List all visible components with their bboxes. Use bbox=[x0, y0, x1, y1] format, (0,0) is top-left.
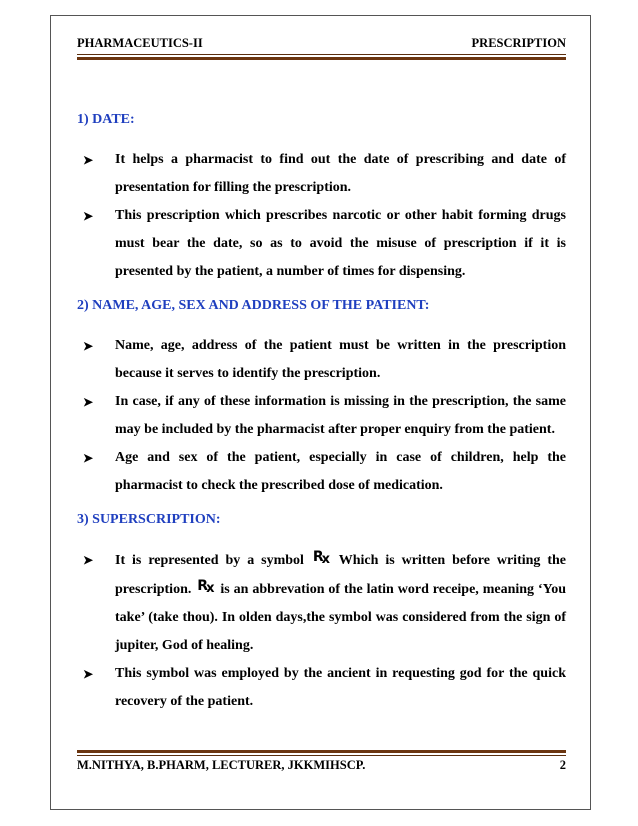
page-header bbox=[77, 36, 566, 51]
rx-symbol-icon: $R_x$ bbox=[312, 549, 329, 567]
list-item: ➤ Name, age, address of the patient must be written in the prescription because it serves to identify the prescription. bbox=[77, 332, 566, 388]
date-bullet-list bbox=[77, 146, 566, 286]
header-rule-thick bbox=[77, 57, 566, 60]
arrow-bullet-icon: ➤ bbox=[83, 153, 94, 167]
footer-rule-thin bbox=[77, 755, 566, 756]
arrow-bullet-icon: ➤ bbox=[83, 395, 94, 409]
arrow-bullet-icon: ➤ bbox=[83, 339, 94, 353]
arrow-bullet-icon: ➤ bbox=[83, 451, 94, 465]
section-heading-date: 1) DATE: bbox=[77, 112, 135, 127]
header-topic: PRESCRIPTION bbox=[471, 36, 566, 50]
section-heading-superscription: 3) SUPERSCRIPTION: bbox=[77, 512, 221, 527]
page-content bbox=[77, 112, 566, 716]
footer-rule-thick bbox=[77, 750, 566, 753]
arrow-bullet-icon: ➤ bbox=[83, 667, 94, 681]
list-item: ➤ In case, if any of these information is missing in the prescription, the same may be included by the pharmacist after proper enquiry from the patient. bbox=[77, 388, 566, 444]
patient-bullet-list bbox=[77, 332, 566, 500]
list-item: ➤ This prescription which prescribes narcotic or other habit forming drugs must bear the date, so as to avoid the misuse of prescription if it is presented by the patient, a number of times for dispensing. bbox=[77, 202, 566, 286]
list-item: ➤ It helps a pharmacist to find out the date of prescribing and date of presentation for filling the prescription. bbox=[77, 146, 566, 202]
footer-author: M.NITHYA, B.PHARM, LECTURER, JKKMIHSCP. bbox=[77, 758, 366, 772]
page-number: 2 bbox=[559, 758, 566, 772]
arrow-bullet-icon: ➤ bbox=[83, 209, 94, 223]
section-heading-patient-details: 2) NAME, AGE, SEX AND ADDRESS OF THE PATIENT: bbox=[77, 298, 430, 313]
header-rule-thin bbox=[77, 54, 566, 55]
superscription-bullet-list bbox=[77, 546, 566, 716]
page-footer bbox=[77, 758, 566, 773]
list-item: ➤ Age and sex of the patient, especially in case of children, help the pharmacist to check the prescribed dose of medication. bbox=[77, 444, 566, 500]
arrow-bullet-icon: ➤ bbox=[83, 553, 94, 567]
rx-symbol-icon: $R_x$ bbox=[197, 578, 213, 596]
list-item: ➤ It is represented by a symbol $R_x$ Which is written before writing the prescription. $R_x$ is an abbrevation of the latin word receipe, meaning ‘You take’ (take thou). In olden days,the symbol was considered from the sign of jupiter, God of healing. bbox=[77, 546, 566, 660]
list-item: ➤ This symbol was employed by the ancient in requesting god for the quick recovery of the patient. bbox=[77, 660, 566, 716]
header-subject: PHARMACEUTICS-II bbox=[77, 36, 203, 50]
